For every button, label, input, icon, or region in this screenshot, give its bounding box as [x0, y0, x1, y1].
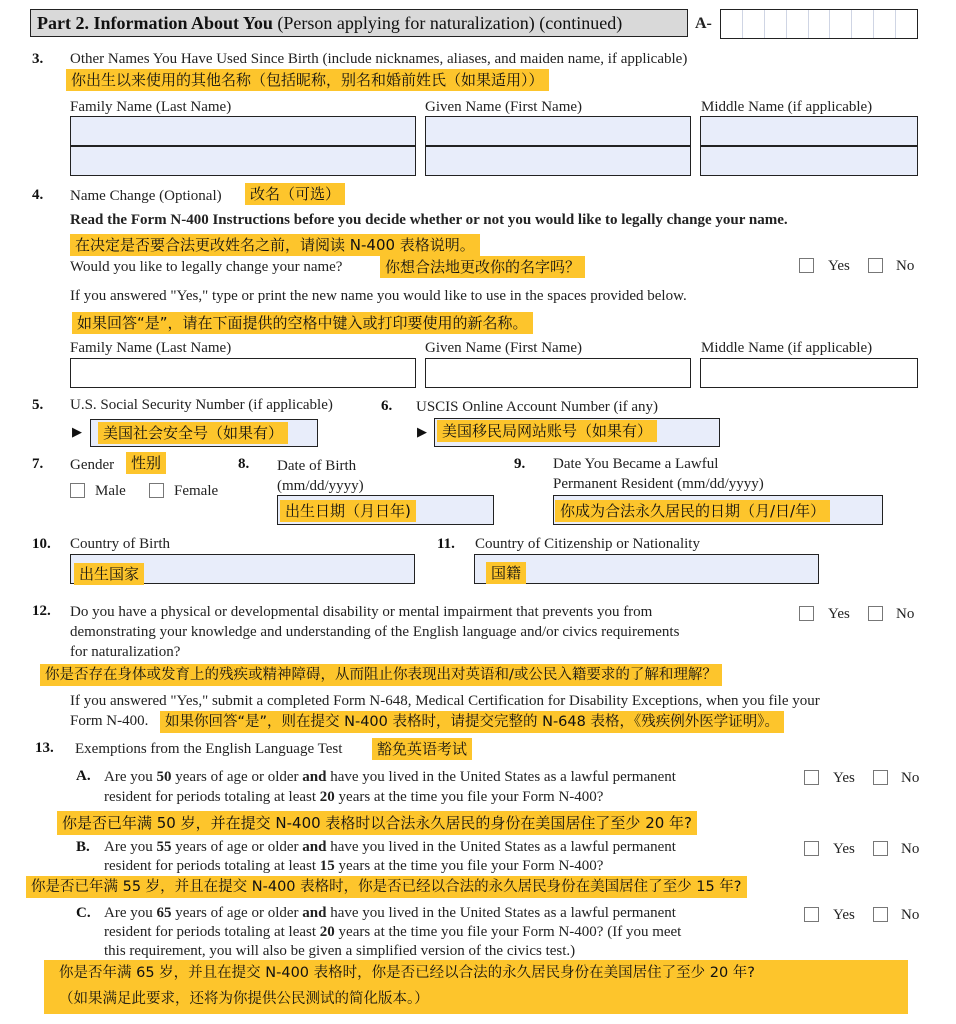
- q3-given-label: Given Name (First Name): [425, 99, 583, 115]
- q3-translation: 你出生以来使用的其他名称（包括昵称，别名和婚前姓氏（如果适用））: [66, 69, 549, 91]
- q4-instruction: Read the Form N-400 Instructions before you decide whether or not you would like to legally change your name.: [70, 212, 788, 228]
- q4-label: Name Change (Optional): [70, 188, 222, 204]
- q12-line3: for naturalization?: [70, 644, 181, 660]
- q8-translation: 出生日期（月日年): [280, 500, 416, 522]
- q8-number: 8.: [238, 456, 250, 472]
- q3-family-label: Family Name (Last Name): [70, 99, 232, 115]
- q13a-no-checkbox[interactable]: [873, 770, 888, 785]
- q12-line1: Do you have a physical or developmental disability or mental impairment that prevents you from: [70, 604, 653, 620]
- q13c-line2: resident for periods totaling at least 20 years at the time you file your Form N-400? (If you meet: [104, 924, 682, 940]
- q5-translation: 美国社会安全号（如果有）: [98, 422, 288, 444]
- q12-yes-checkbox[interactable]: [799, 606, 814, 621]
- q13c-translation-line2: （如果满足此要求，还将为你提供公民测试的简化版本。）: [59, 991, 429, 1007]
- q13c-yes-label: Yes: [833, 907, 855, 923]
- q8-label-line1: Date of Birth: [277, 458, 357, 474]
- q7-female-checkbox[interactable]: [149, 483, 164, 498]
- q13c-no-label: No: [901, 907, 920, 923]
- q4-given-label: Given Name (First Name): [425, 340, 583, 356]
- part-title: Information About You: [93, 13, 273, 33]
- q9-label-line1: Date You Became a Lawful: [553, 456, 719, 472]
- q4-question-translation: 你想合法地更改你的名字吗？: [380, 256, 585, 278]
- q6-translation: 美国移民局网站账号（如果有）: [437, 420, 657, 442]
- q9-translation: 你成为合法永久居民的日期（月/日/年）: [555, 500, 830, 522]
- q3-number: 3.: [32, 51, 44, 67]
- q3-given-input-1[interactable]: [425, 116, 691, 146]
- q13a-yes-label: Yes: [833, 770, 855, 786]
- q13b-letter: B.: [76, 839, 90, 855]
- q12-translation: 你是否存在身体或发育上的残疾或精神障碍，从而阻止你表现出对英语和/或公民入籍要求的了解和理解？: [40, 664, 722, 686]
- q4-middle-input[interactable]: [700, 358, 918, 388]
- q7-male-checkbox[interactable]: [70, 483, 85, 498]
- q13-translation: 豁免英语考试: [372, 738, 472, 760]
- q7-male-label: Male: [95, 483, 126, 499]
- q9-number: 9.: [514, 456, 526, 472]
- q7-number: 7.: [32, 456, 44, 472]
- q3-middle-input-1[interactable]: [700, 116, 918, 146]
- q4-label-translation: 改名（可选）: [245, 183, 345, 205]
- q6-arrow-icon: ▶: [417, 425, 427, 440]
- q4-middle-label: Middle Name (if applicable): [701, 340, 873, 356]
- q4-family-label: Family Name (Last Name): [70, 340, 232, 356]
- q13c-line3: this requirement, you will also be given a simplified version of the civics test.): [104, 943, 576, 959]
- q11-label: Country of Citizenship or Nationality: [475, 536, 700, 552]
- q6-number: 6.: [381, 398, 393, 414]
- q13-number: 13.: [35, 740, 54, 756]
- q4-if-yes-translation: 如果回答“是”，请在下面提供的空格中键入或打印要使用的新名称。: [72, 312, 533, 334]
- q11-translation: 国籍: [486, 562, 526, 584]
- q3-middle-label: Middle Name (if applicable): [701, 99, 873, 115]
- q12-line2: demonstrating your knowledge and understanding of the English language and/or civics requirements: [70, 624, 680, 640]
- q12-if-yes-translation: 如果你回答“是”，则在提交 N-400 表格时，请提交完整的 N-648 表格，《残疾例外医学证明》。: [160, 711, 784, 733]
- q13a-line1: Are you 50 years of age or older and have you lived in the United States as a lawful permanent: [104, 769, 676, 785]
- q13c-no-checkbox[interactable]: [873, 907, 888, 922]
- q3-given-input-2[interactable]: [425, 146, 691, 176]
- q12-no-label: No: [896, 606, 915, 622]
- q12-number: 12.: [32, 603, 51, 619]
- q10-label: Country of Birth: [70, 536, 170, 552]
- q4-number: 4.: [32, 187, 44, 203]
- q9-label-line2: Permanent Resident (mm/dd/yyyy): [553, 476, 764, 492]
- q13b-yes-checkbox[interactable]: [804, 841, 819, 856]
- q11-number: 11.: [437, 536, 455, 552]
- q12-no-checkbox[interactable]: [868, 606, 883, 621]
- q13b-translation: 你是否已年满 55 岁，并且在提交 N-400 表格时，你是否已经以合法的永久居民身份在美国居住了至少 15 年?: [26, 876, 747, 898]
- q12-yes-label: Yes: [828, 606, 850, 622]
- q6-label: USCIS Online Account Number (if any): [416, 399, 659, 415]
- q4-instruction-translation: 在决定是否要合法更改姓名之前，请阅读 N-400 表格说明。: [70, 234, 480, 256]
- q4-yes-label: Yes: [828, 258, 850, 274]
- q13a-yes-checkbox[interactable]: [804, 770, 819, 785]
- q7-translation: 性别: [126, 452, 166, 474]
- q13b-yes-label: Yes: [833, 841, 855, 857]
- q13b-no-checkbox[interactable]: [873, 841, 888, 856]
- q4-if-yes: If you answered "Yes," type or print the new name you would like to use in the spaces provided below.: [70, 288, 687, 304]
- q8-label-line2: (mm/dd/yyyy): [277, 478, 364, 494]
- a-number-label: A-: [695, 15, 712, 32]
- q4-given-input[interactable]: [425, 358, 691, 388]
- q3-question: Other Names You Have Used Since Birth (include nicknames, aliases, and maiden name, if applicable): [70, 51, 688, 67]
- q10-number: 10.: [32, 536, 51, 552]
- q13c-yes-checkbox[interactable]: [804, 907, 819, 922]
- q10-translation: 出生国家: [74, 563, 144, 585]
- q5-arrow-icon: ▶: [72, 425, 82, 440]
- q12-if-yes-line1: If you answered "Yes," submit a completed Form N-648, Medical Certification for Disability Exceptions, when you file your: [70, 693, 820, 709]
- q13-label: Exemptions from the English Language Test: [75, 741, 343, 757]
- part-subtitle: (Person applying for naturalization) (continued): [277, 13, 623, 33]
- q7-label: Gender: [70, 457, 115, 473]
- q3-family-input-1[interactable]: [70, 116, 416, 146]
- q13a-no-label: No: [901, 770, 920, 786]
- a-number-input[interactable]: [720, 9, 918, 39]
- part-label: Part 2.: [37, 13, 89, 33]
- part-header: [30, 9, 688, 37]
- q3-family-input-2[interactable]: [70, 146, 416, 176]
- q13c-translation-line1: 你是否年满 65 岁，并且在提交 N-400 表格时，你是否已经以合法的永久居民身份在美国居住了至少 20 年?: [59, 965, 756, 981]
- q13c-line1: Are you 65 years of age or older and have you lived in the United States as a lawful permanent: [104, 905, 676, 921]
- q13b-no-label: No: [901, 841, 920, 857]
- q4-yes-checkbox[interactable]: [799, 258, 814, 273]
- q5-label: U.S. Social Security Number (if applicable): [70, 397, 333, 413]
- q7-female-label: Female: [174, 483, 219, 499]
- q13b-line1: Are you 55 years of age or older and have you lived in the United States as a lawful permanent: [104, 839, 676, 855]
- q13a-line2: resident for periods totaling at least 20 years at the time you file your Form N-400?: [104, 789, 604, 805]
- q5-number: 5.: [32, 397, 44, 413]
- q12-if-yes-line2: Form N-400.: [70, 713, 149, 729]
- q13c-letter: C.: [76, 905, 91, 921]
- q4-question: Would you like to legally change your name?: [70, 259, 343, 275]
- q3-middle-input-2[interactable]: [700, 146, 918, 176]
- q4-family-input[interactable]: [70, 358, 416, 388]
- q13a-translation: 你是否已年满 50 岁，并在提交 N-400 表格时以合法永久居民的身份在美国居住了至少 20 年?: [57, 811, 697, 835]
- q13b-line2: resident for periods totaling at least 15 years at the time you file your Form N-400?: [104, 858, 604, 874]
- q13a-letter: A.: [76, 768, 91, 784]
- q4-no-label: No: [896, 258, 915, 274]
- q4-no-checkbox[interactable]: [868, 258, 883, 273]
